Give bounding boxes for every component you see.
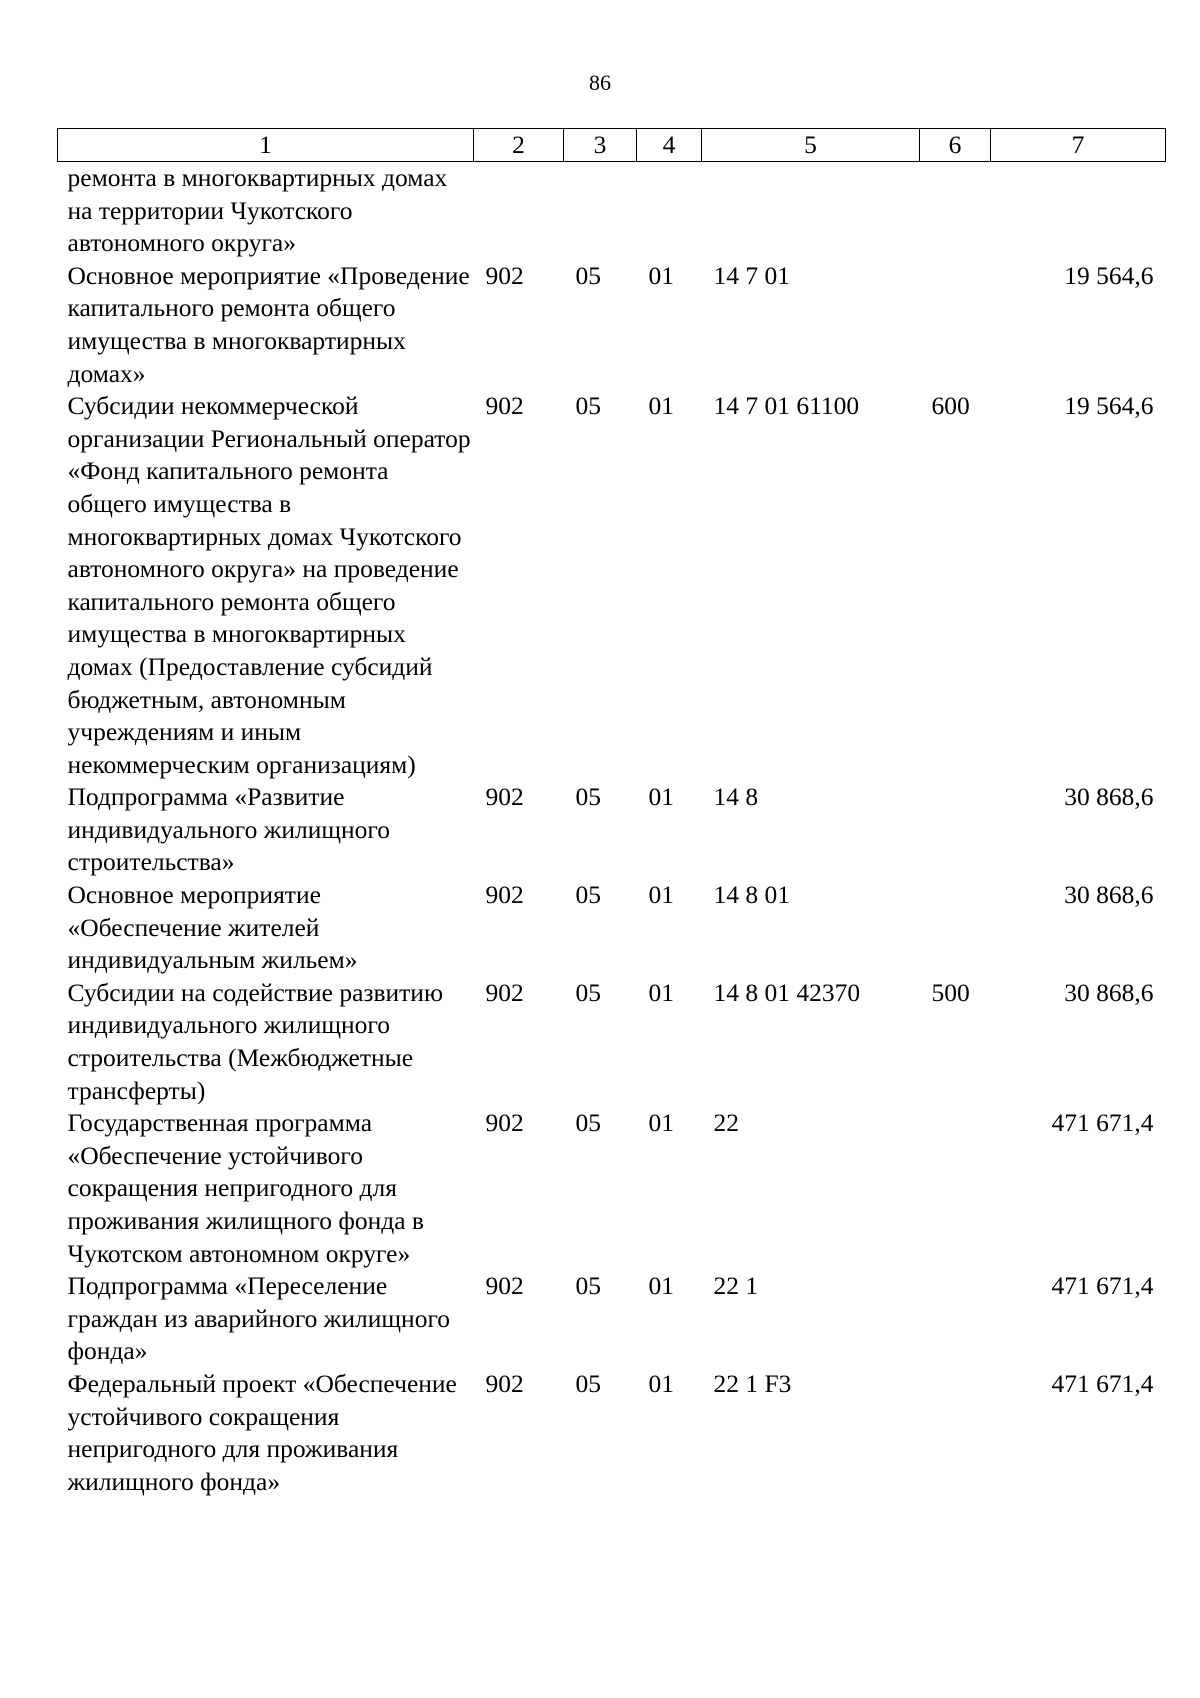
row-name: Субсидии некоммерческой организации Региональный оператор «Фонд капитального ремонта общего имущества в многоквартирных домах Чукотского автономного округа» на проведение капитального ремонта общего имущества в многоквартирных домах (Предоставление субсидий бюджетным, автономным учреждениям и иным некоммерческим организациям) [67,391,471,779]
header-col-6: 6 [920,129,991,162]
row-target-article: 22 1 F3 [713,1368,792,1398]
row-name: Государственная программа «Обеспечение устойчивого сокращения непригодного для проживания жилищного фонда в Чукотском автономном округе» [67,1108,424,1268]
table-header-row [58,129,1166,162]
row-grbs: 902 [485,391,524,421]
row-expense-type [920,162,991,260]
row-name: ремонта в многоквартирных домах на территории Чукотского автономного округа» [67,163,448,258]
row-grbs: 902 [485,880,524,910]
row-sum: 19 564,6 [1064,391,1154,421]
header-col-4: 4 [637,129,702,162]
row-grbs: 902 [485,1368,524,1398]
table-row [58,1270,1166,1368]
row-subsection [637,162,702,260]
row-grbs: 902 [485,782,524,812]
row-name: Подпрограмма «Переселение граждан из аварийного жилищного фонда» [67,1271,451,1366]
header-col-1: 1 [58,129,474,162]
row-subsection: 01 [648,391,674,421]
row-name: Субсидии на содействие развитию индивидуального жилищного строительства (Межбюджетные трансферты) [67,977,443,1105]
row-section: 05 [575,977,601,1007]
row-sum: 30 868,6 [1064,977,1154,1007]
row-subsection: 01 [648,1368,674,1398]
row-sum: 30 868,6 [1064,782,1154,812]
table-row [58,879,1166,977]
row-section: 05 [575,1271,601,1301]
row-expense-type [920,1368,991,1498]
row-subsection: 01 [648,1271,674,1301]
row-sum: 19 564,6 [1064,260,1154,290]
row-target-article: 22 1 [713,1271,759,1301]
table-row [58,390,1166,781]
row-grbs: 902 [485,1108,524,1138]
row-target-article: 14 8 [713,782,759,812]
row-grbs [474,162,564,260]
table-row [58,162,1166,260]
row-sum [991,162,1166,260]
row-section: 05 [575,782,601,812]
row-expense-type [920,1107,991,1270]
header-col-7: 7 [991,129,1166,162]
row-subsection: 01 [648,977,674,1007]
row-subsection: 01 [648,880,674,910]
header-col-3: 3 [564,129,637,162]
row-section [564,162,637,260]
row-sum: 471 671,4 [1051,1271,1154,1301]
table-row [58,977,1166,1107]
row-name: Основное мероприятие «Проведение капитального ремонта общего имущества в многоквартирных домах» [67,260,470,388]
row-name: Основное мероприятие «Обеспечение жителей индивидуальным жильем» [67,880,358,975]
row-sum: 471 671,4 [1051,1368,1154,1398]
row-expense-type [920,260,991,390]
row-section: 05 [575,1108,601,1138]
row-section: 05 [575,1368,601,1398]
row-expense-type [920,781,991,879]
table-row [58,1107,1166,1270]
row-section: 05 [575,260,601,290]
row-grbs: 902 [485,260,524,290]
row-section: 05 [575,391,601,421]
row-name: Федеральный проект «Обеспечение устойчивого сокращения непригодного для проживания жилищного фонда» [67,1368,457,1496]
row-sum: 471 671,4 [1051,1108,1154,1138]
row-name: Подпрограмма «Развитие индивидуального жилищного строительства» [67,782,390,877]
row-expense-type [920,1270,991,1368]
header-col-2: 2 [474,129,564,162]
budget-table [57,128,1166,1498]
table-row [58,260,1166,390]
row-expense-type [920,879,991,977]
row-grbs: 902 [485,1271,524,1301]
row-target-article: 14 8 01 42370 [713,977,861,1007]
row-target-article: 14 7 01 61100 [713,391,860,421]
row-target-article: 22 [713,1108,739,1138]
row-target-article [702,162,920,260]
row-subsection: 01 [648,1108,674,1138]
row-expense-type: 600 [931,391,970,421]
row-grbs: 902 [485,977,524,1007]
row-sum: 30 868,6 [1064,880,1154,910]
row-subsection: 01 [648,782,674,812]
row-target-article: 14 7 01 [713,260,790,290]
row-subsection: 01 [648,260,674,290]
header-col-5: 5 [702,129,920,162]
row-expense-type: 500 [931,977,970,1007]
row-section: 05 [575,880,601,910]
row-target-article: 14 8 01 [713,880,790,910]
table-row [58,781,1166,879]
table-row [58,1368,1166,1498]
page-number: 86 [589,70,611,95]
